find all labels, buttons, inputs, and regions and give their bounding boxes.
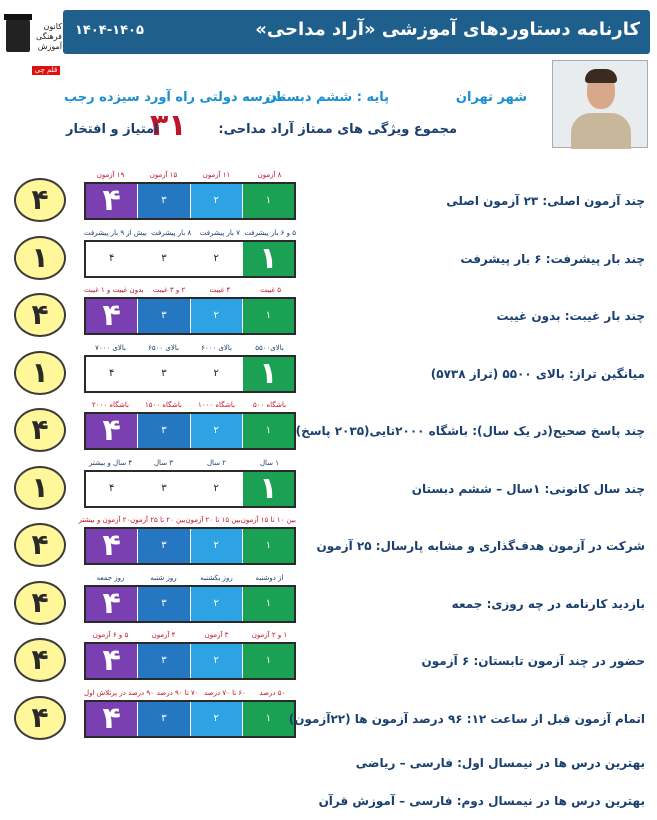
level-labels xyxy=(84,171,296,179)
level-label: ۱۱ آزمون xyxy=(202,171,231,179)
level-cell-1: ۱ xyxy=(243,299,294,333)
level-label: بین ۲۰ تا ۲۵ آزمون xyxy=(130,516,186,524)
level-cell-2: ۲ xyxy=(191,357,243,391)
level-label: بالای ۶۰۰۰ xyxy=(201,344,232,352)
level-strip xyxy=(84,585,296,623)
level-label: ۲۰ آزمون و بیشتر xyxy=(78,516,131,524)
level-cell-1: ۱ xyxy=(243,242,294,276)
level-label: بالای۵۵۰۰ xyxy=(255,344,284,352)
level-labels xyxy=(78,516,296,524)
level-label: باشگاه ۱۰۰۰ xyxy=(198,401,235,409)
level-cell-3: ۳ xyxy=(138,357,190,391)
level-cell-3: ۳ xyxy=(138,644,190,678)
score-circle: ۴ xyxy=(14,293,66,337)
level-cell-4: ۴ xyxy=(86,242,138,276)
level-label: روز یکشنبه xyxy=(200,574,233,582)
level-labels xyxy=(84,631,296,639)
level-label: ۷ بار پیشرفت xyxy=(199,229,240,237)
level-label: بالای ۷۰۰۰ xyxy=(95,344,126,352)
score-circle: ۱ xyxy=(14,236,66,280)
level-label: بیش از ۹ بار پیشرفت xyxy=(84,229,147,237)
level-cell-2: ۲ xyxy=(191,702,243,736)
level-cell-4: ۴ xyxy=(86,529,138,563)
level-strip xyxy=(84,240,296,278)
level-label: ۲ سال xyxy=(206,459,227,467)
level-labels xyxy=(84,286,296,294)
level-label: ۵ و ۶ بار پیشرفت xyxy=(244,229,296,237)
student-photo xyxy=(552,60,648,148)
level-label: از دوشنبه xyxy=(255,574,284,582)
achievement-description: اتمام آزمون قبل از ساعت ۱۲: ۹۶ درصد آزمون ها (۲۲آزمون) xyxy=(288,712,645,726)
level-labels xyxy=(84,401,296,409)
level-strip xyxy=(84,182,296,220)
level-label: باشگاه ۲۰۰۰ xyxy=(92,401,129,409)
best-subjects-second-half: بهترین درس ها در نیمسال دوم: فارسی – آموزش قرآن xyxy=(318,794,645,808)
level-label: ۴ سال و بیشتر xyxy=(88,459,133,467)
level-label: بدون غیبت و ۱ غیبت xyxy=(83,286,144,294)
level-strip xyxy=(84,700,296,738)
level-label: ۴ آزمون xyxy=(151,631,176,639)
level-cell-2: ۲ xyxy=(191,299,243,333)
level-label: بین ۱۰ تا ۱۵ آزمون xyxy=(240,516,296,524)
level-strip xyxy=(84,527,296,565)
score-circle: ۴ xyxy=(14,696,66,740)
level-cell-2: ۲ xyxy=(191,644,243,678)
level-strip xyxy=(84,297,296,335)
score-circle: ۴ xyxy=(14,523,66,567)
level-label: ۱ سال xyxy=(259,459,280,467)
level-cell-3: ۳ xyxy=(138,587,190,621)
level-label: باشگاه ۵۰۰ xyxy=(252,401,287,409)
level-labels xyxy=(84,229,296,237)
level-cell-1: ۱ xyxy=(243,644,294,678)
achievement-description: بازدید کارنامه در چه روزی: جمعه xyxy=(451,597,645,611)
level-label: ۱۵ آزمون xyxy=(149,171,178,179)
level-cell-1: ۱ xyxy=(243,472,294,506)
level-label: ۹۰ درصد در پرتلاش اول xyxy=(83,689,154,697)
level-cell-3: ۳ xyxy=(138,472,190,506)
level-cell-1: ۱ xyxy=(243,702,294,736)
level-label: ۷۰ تا ۹۰ درصد xyxy=(156,689,199,697)
level-cell-3: ۳ xyxy=(138,299,190,333)
level-label: باشگاه ۱۵۰۰ xyxy=(145,401,182,409)
level-cell-3: ۳ xyxy=(138,529,190,563)
logo-badge: قلم چی xyxy=(32,66,60,75)
total-unit: امتیاز و افتخار xyxy=(66,122,159,137)
score-circle: ۱ xyxy=(14,351,66,395)
level-label: بین ۱۵ تا ۲۰ آزمون xyxy=(185,516,241,524)
level-label: ۸ بار پیشرفت xyxy=(151,229,192,237)
level-strip xyxy=(84,470,296,508)
achievement-description: شرکت در آزمون هدف‌گذاری و مشابه پارسال: ۲۵ آزمون xyxy=(316,539,645,553)
level-cell-2: ۲ xyxy=(191,472,243,506)
level-cell-4: ۴ xyxy=(86,702,138,736)
level-label: ۴ غیبت xyxy=(209,286,231,294)
level-labels xyxy=(84,459,296,467)
achievement-description: چند آزمون اصلی: ۲۳ آزمون اصلی xyxy=(446,194,645,208)
level-strip xyxy=(84,412,296,450)
level-labels xyxy=(84,689,296,697)
level-cell-3: ۳ xyxy=(138,702,190,736)
level-cell-4: ۴ xyxy=(86,357,138,391)
score-circle: ۴ xyxy=(14,408,66,452)
level-cell-3: ۳ xyxy=(138,242,190,276)
level-label: ۳ آزمون xyxy=(204,631,229,639)
level-cell-1: ۱ xyxy=(243,184,294,218)
level-cell-3: ۳ xyxy=(138,184,190,218)
level-cell-4: ۴ xyxy=(86,644,138,678)
achievement-description: چند بار غیبت: بدون غیبت xyxy=(496,309,645,323)
achievement-description: چند بار پیشرفت: ۶ بار پیشرفت xyxy=(460,252,645,266)
level-labels xyxy=(84,344,296,352)
total-score: ۳۱ xyxy=(150,108,187,143)
level-label: ۸ آزمون xyxy=(257,171,282,179)
level-cell-1: ۱ xyxy=(243,529,294,563)
level-label: روز جمعه xyxy=(96,574,125,582)
level-cell-2: ۲ xyxy=(191,414,243,448)
score-circle: ۴ xyxy=(14,581,66,625)
kanoon-logo xyxy=(4,14,62,76)
academic-years: ۱۴۰۴-۱۴۰۵ xyxy=(75,23,144,38)
level-cell-4: ۴ xyxy=(86,587,138,621)
level-cell-4: ۴ xyxy=(86,184,138,218)
student-school: مدرسه دولتی راه آورد سیزده رجب xyxy=(64,90,286,105)
total-label: مجموع ویژگی های ممتاز آراد مداحی: xyxy=(218,122,457,137)
level-label: ۵ غیبت xyxy=(260,286,281,294)
level-cell-4: ۴ xyxy=(86,414,138,448)
level-cell-2: ۲ xyxy=(191,587,243,621)
level-cell-2: ۲ xyxy=(191,529,243,563)
achievement-description: چند سال کانونی: ۱سال – ششم دبستان xyxy=(411,482,645,496)
level-label: ۱۹ آزمون xyxy=(96,171,125,179)
level-label: ۱ و ۲ آزمون xyxy=(251,631,288,639)
report-title: کارنامه دستاوردهای آموزشی «آراد مداحی» xyxy=(255,19,640,40)
level-cell-2: ۲ xyxy=(191,184,243,218)
score-circle: ۴ xyxy=(14,638,66,682)
level-label: روز شنبه xyxy=(150,574,177,582)
logo-text: کانون فرهنگی آموزش xyxy=(36,22,62,51)
level-label: ۳ سال xyxy=(153,459,174,467)
achievement-description: میانگین تراز: بالای ۵۵۰۰ (تراز ۵۷۳۸) xyxy=(430,367,645,381)
level-cell-1: ۱ xyxy=(243,414,294,448)
level-label: بالای ۶۵۰۰ xyxy=(148,344,179,352)
score-circle: ۴ xyxy=(14,178,66,222)
level-cell-2: ۲ xyxy=(191,242,243,276)
level-label: ۶۰ تا ۷۰ درصد xyxy=(203,689,246,697)
level-strip xyxy=(84,642,296,680)
level-label: ۵ و ۶ آزمون xyxy=(92,631,129,639)
student-grade: پایه : ششم دبستان xyxy=(265,90,389,105)
level-cell-3: ۳ xyxy=(138,414,190,448)
achievement-description: حضور در چند آزمون تابستان: ۶ آزمون xyxy=(421,654,645,668)
level-cell-4: ۴ xyxy=(86,299,138,333)
level-cell-1: ۱ xyxy=(243,587,294,621)
achievement-description: چند پاسخ صحیح(در یک سال): باشگاه ۲۰۰۰تایی(۲۰۳۵ پاسخ) xyxy=(295,424,645,438)
graduate-icon xyxy=(6,18,30,52)
best-subjects-first-half: بهترین درس ها در نیمسال اول: فارسی – ریاضی xyxy=(355,756,645,770)
level-label: ۵۰ درصد xyxy=(259,689,286,697)
level-label: ۲ و ۳ غیبت xyxy=(152,286,186,294)
student-city: شهر تهران xyxy=(455,90,527,105)
score-circle: ۱ xyxy=(14,466,66,510)
level-strip xyxy=(84,355,296,393)
level-cell-4: ۴ xyxy=(86,472,138,506)
level-labels xyxy=(84,574,296,582)
header-bar xyxy=(63,10,650,54)
level-cell-1: ۱ xyxy=(243,357,294,391)
